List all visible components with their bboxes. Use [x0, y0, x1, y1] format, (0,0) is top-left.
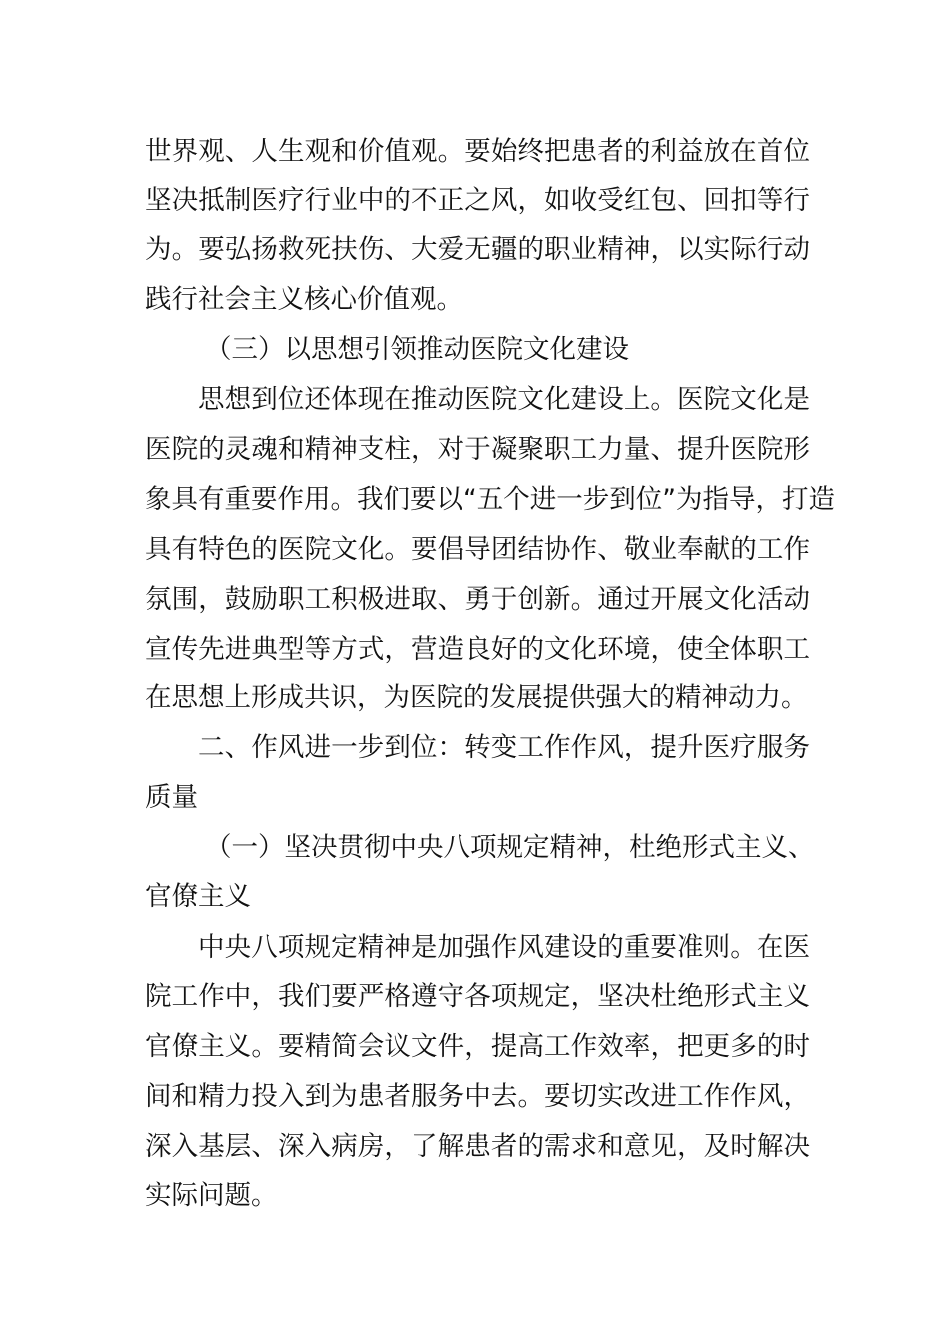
- section-heading-continued: 质量: [145, 782, 198, 813]
- text-line: 具有特色的医院文化。要倡导团结协作、敬业奉献的工作: [145, 534, 810, 565]
- text-line: 宣传先进典型等方式，营造良好的文化环境，使全体职工: [145, 634, 810, 665]
- text-line: 氛围，鼓励职工积极进取、勇于创新。通过开展文化活动: [145, 584, 810, 615]
- text-line: 为。要弘扬救死扶伤、大爱无疆的职业精神，以实际行动: [145, 234, 810, 265]
- text-line: 中央八项规定精神是加强作风建设的重要准则。在医: [198, 932, 810, 963]
- text-line: 践行社会主义核心价值观。: [145, 284, 463, 315]
- section-heading: 二、作风进一步到位：转变工作作风，提升医疗服务: [198, 732, 810, 763]
- subsection-heading-continued: 官僚主义: [145, 881, 251, 912]
- section-heading: （三）以思想引领推动医院文化建设: [205, 334, 629, 365]
- text-line: 实际问题。: [145, 1180, 278, 1211]
- text-line: 坚决抵制医疗行业中的不正之风，如收受红包、回扣等行: [145, 185, 810, 216]
- text-line: 间和精力投入到为患者服务中去。要切实改进工作作风，: [145, 1081, 810, 1112]
- text-line: 在思想上形成共识，为医院的发展提供强大的精神动力。: [145, 682, 808, 713]
- text-line: 深入基层、深入病房，了解患者的需求和意见，及时解决: [145, 1131, 810, 1162]
- subsection-heading: （一）坚决贯彻中央八项规定精神，杜绝形式主义、: [205, 832, 815, 863]
- text-line: 世界观、人生观和价值观。要始终把患者的利益放在首位: [145, 136, 810, 167]
- text-line: 医院的灵魂和精神支柱，对于凝聚职工力量、提升医院形: [145, 434, 810, 465]
- text-line: 官僚主义。要精简会议文件，提高工作效率，把更多的时: [145, 1031, 810, 1062]
- text-line: 象具有重要作用。我们要以“五个进一步到位”为指导，打造: [145, 484, 835, 515]
- text-line: 思想到位还体现在推动医院文化建设上。医院文化是: [198, 384, 810, 415]
- text-line: 院工作中，我们要严格遵守各项规定，坚决杜绝形式主义: [145, 981, 810, 1012]
